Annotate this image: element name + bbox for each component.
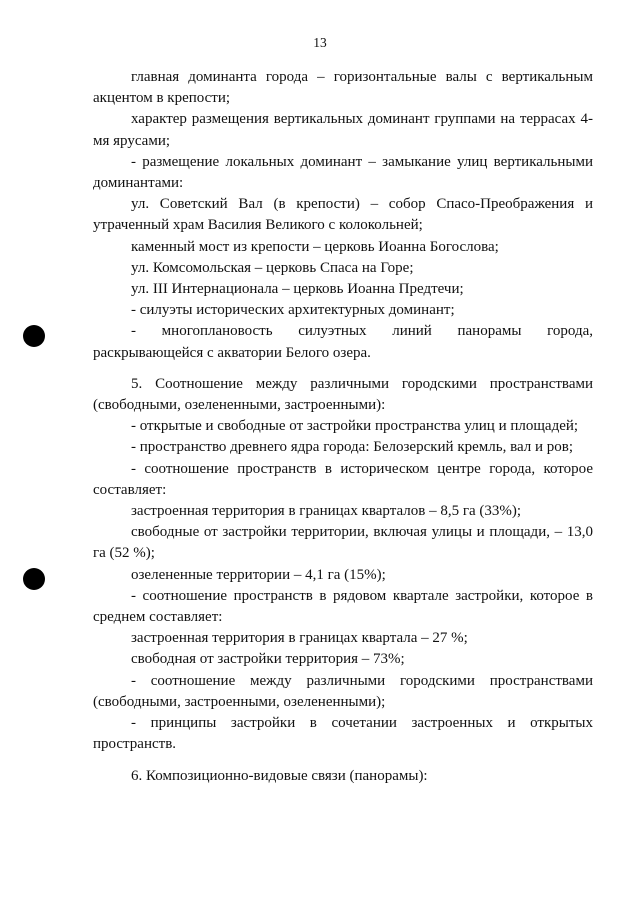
paragraph: - пространство древнего ядра города: Белозерский кремль, вал и ров; (131, 439, 574, 456)
binder-hole-mark (23, 568, 45, 590)
document-body (93, 67, 593, 787)
section-heading: 5. Соотношение между различными городскими пространствами (свободными, озелененными, застроенными): (93, 375, 593, 414)
paragraph: свободные от застройки территории, включая улицы и площади, – 13,0 га (52 %); (93, 524, 593, 562)
paragraph: - открытые и свободные от застройки пространства улиц и площадей; (131, 418, 579, 435)
paragraph: - многоплановость силуэтных линий панорамы города, раскрывающейся с акватории Белого озера. (93, 323, 593, 361)
paragraph: - принципы застройки в сочетании застроенных и открытых пространств. (93, 715, 593, 753)
paragraph: застроенная территория в границах квартала – 27 %; (131, 630, 468, 647)
paragraph: свободная от застройки территория – 73%; (131, 651, 405, 668)
page-number: 13 (313, 35, 327, 50)
paragraph: - размещение локальных доминант – замыкание улиц вертикальными доминантами: (93, 153, 593, 192)
paragraph: застроенная территория в границах кварталов – 8,5 га (33%); (131, 503, 522, 520)
paragraph: ул. Комсомольская – церковь Спаса на Горе; (131, 259, 414, 276)
paragraph: каменный мост из крепости – церковь Иоанна Богослова; (131, 238, 499, 255)
paragraph: озелененные территории – 4,1 га (15%); (131, 566, 386, 583)
paragraph: главная доминанта города – горизонтальные валы с вертикальным акцентом в крепости; (93, 69, 593, 107)
binder-hole-mark (23, 325, 45, 347)
section-heading: 6. Композиционно-видовые связи (панорамы): (131, 767, 428, 784)
paragraph: - соотношение пространств в рядовом квартале застройки, которое в среднем составляет: (93, 587, 593, 626)
paragraph: ул. III Интернационала – церковь Иоанна Предтечи; (131, 281, 464, 298)
paragraph: - соотношение пространств в историческом центре города, которое составляет: (93, 460, 593, 498)
paragraph: ул. Советский Вал (в крепости) – собор Спасо-Преображения и утраченный храм Василия Великого с колокольней; (93, 196, 593, 234)
paragraph: характер размещения вертикальных доминант группами на террасах 4-мя ярусами; (93, 111, 593, 149)
paragraph: - силуэты исторических архитектурных доминант; (131, 302, 455, 319)
paragraph: - соотношение между различными городскими пространствами (свободными, застроенными, озелененными); (93, 672, 593, 710)
